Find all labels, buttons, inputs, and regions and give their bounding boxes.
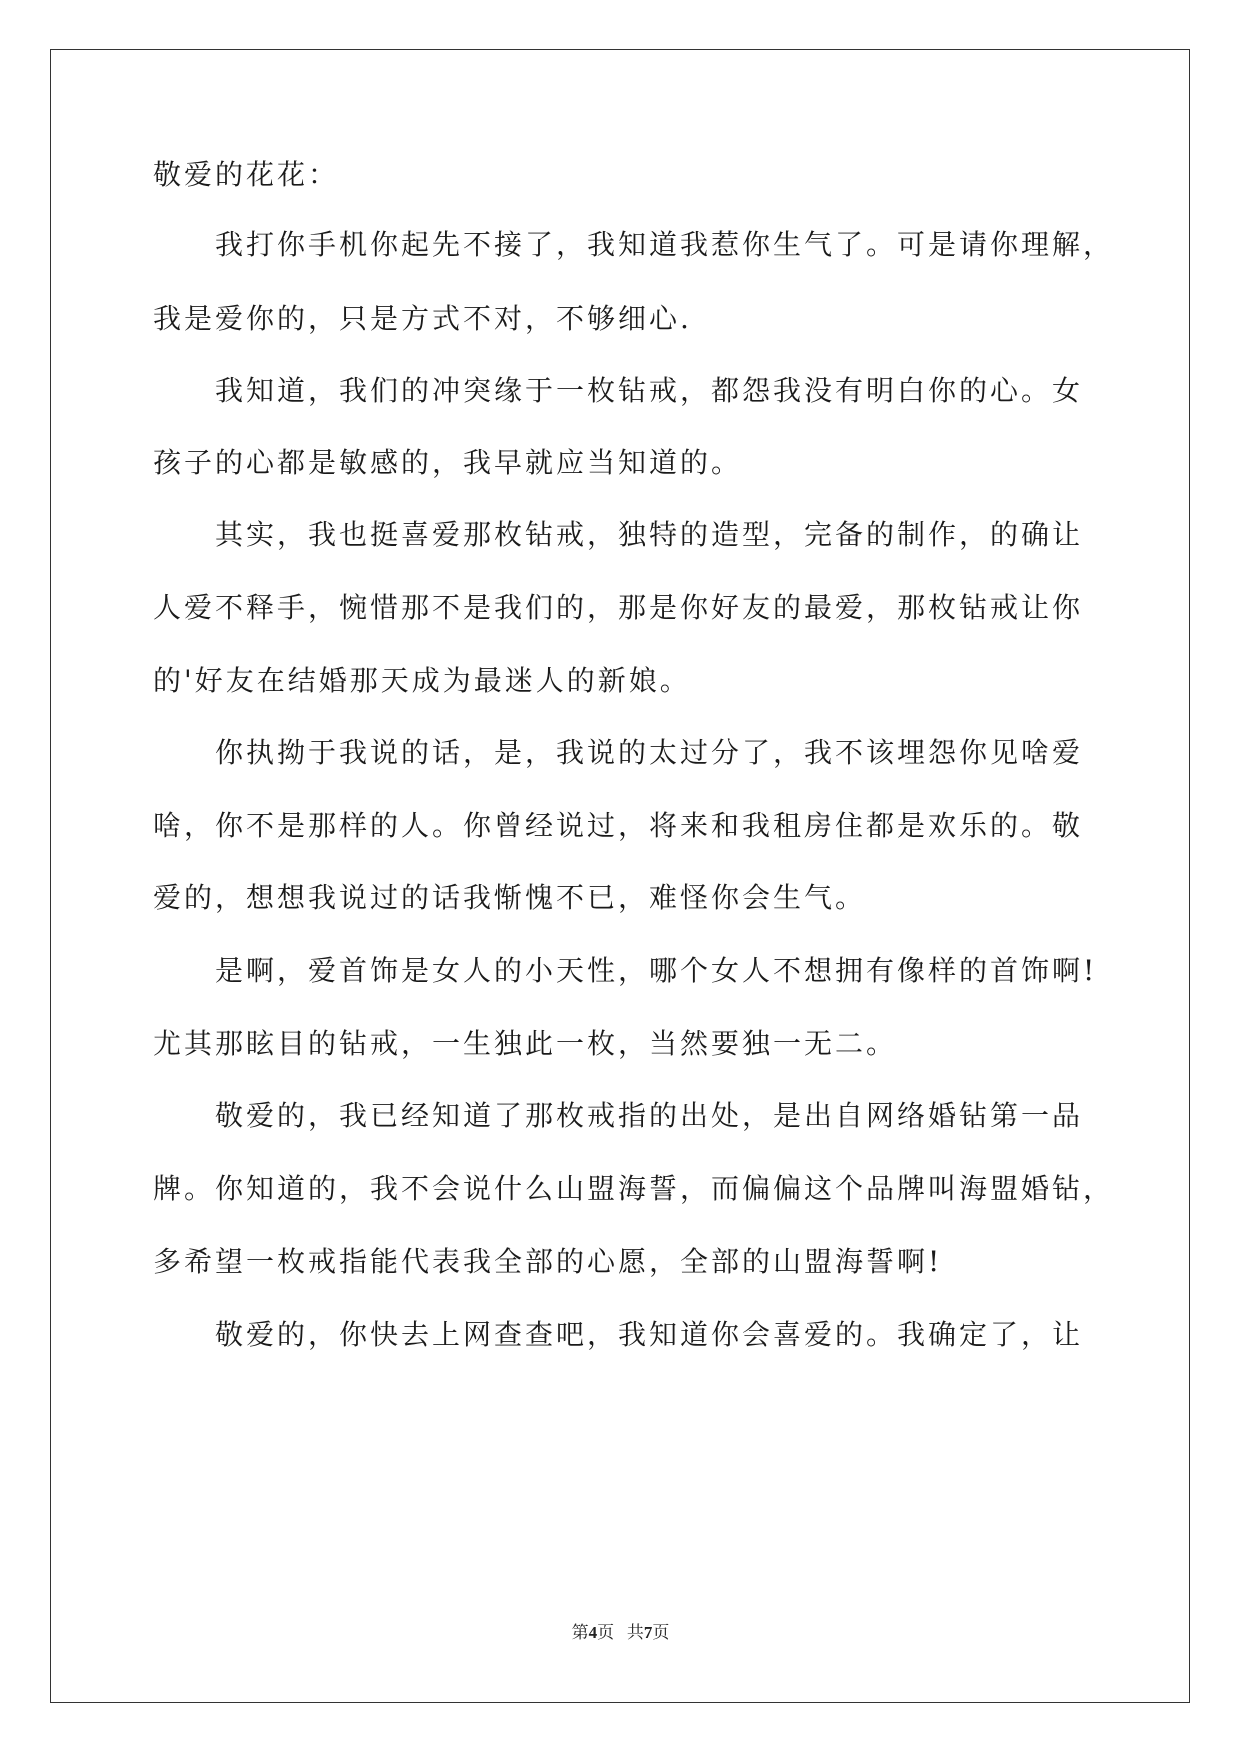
paragraph-7-line-1: 敬爱的，你快去上网查查吧，我知道你会喜爱的。我确定了，让 [215, 1318, 1084, 1351]
paragraph-4-line-2: 啥，你不是那样的人。你曾经说过，将来和我租房住都是欢乐的。敬 [153, 809, 1084, 842]
paragraph-1-line-2: 我是爱你的，只是方式不对，不够细心. [153, 302, 692, 335]
paragraph-6-line-3: 多希望一枚戒指能代表我全部的心愿，全部的山盟海誓啊! [153, 1245, 943, 1278]
paragraph-4-line-1: 你执拗于我说的话，是，我说的太过分了，我不该埋怨你见啥爱 [215, 736, 1084, 769]
paragraph-2-line-1: 我知道，我们的冲突缘于一枚钻戒，都怨我没有明白你的心。女 [215, 374, 1084, 407]
total-pages-number: 7 [643, 1623, 653, 1642]
current-page-number: 4 [588, 1623, 598, 1642]
footer-total-prefix: 共 [626, 1623, 644, 1642]
paragraph-5-line-1: 是啊，爱首饰是女人的小天性，哪个女人不想拥有像样的首饰啊! [215, 954, 1098, 987]
paragraph-3-line-2: 人爱不释手，惋惜那不是我们的，那是你好友的最爱，那枚钻戒让你 [153, 591, 1084, 624]
page-border [50, 49, 1190, 1703]
paragraph-2-line-2: 孩子的心都是敏感的，我早就应当知道的。 [153, 446, 743, 479]
paragraph-3-line-1: 其实，我也挺喜爱那枚钻戒，独特的造型，完备的制作，的确让 [215, 518, 1084, 551]
paragraph-1-line-1: 我打你手机你起先不接了，我知道我惹你生气了。可是请你理解， [215, 228, 1115, 261]
salutation: 敬爱的花花： [153, 158, 340, 191]
footer-prefix: 第 [571, 1623, 589, 1642]
paragraph-4-line-3: 爱的，想想我说过的话我惭愧不已，难怪你会生气。 [153, 881, 867, 914]
paragraph-6-line-1: 敬爱的，我已经知道了那枚戒指的出处，是出自网络婚钻第一品 [215, 1099, 1084, 1132]
paragraph-3-line-3: 的'好友在结婚那天成为最迷人的新娘。 [153, 664, 691, 697]
footer-page-unit: 页 [597, 1623, 615, 1642]
page-footer [0, 1618, 1241, 1643]
footer-total-unit: 页 [652, 1623, 670, 1642]
paragraph-5-line-2: 尤其那眩目的钻戒，一生独此一枚，当然要独一无二。 [153, 1027, 898, 1060]
paragraph-6-line-2: 牌。你知道的，我不会说什么山盟海誓，而偏偏这个品牌叫海盟婚钻， [153, 1172, 1115, 1205]
